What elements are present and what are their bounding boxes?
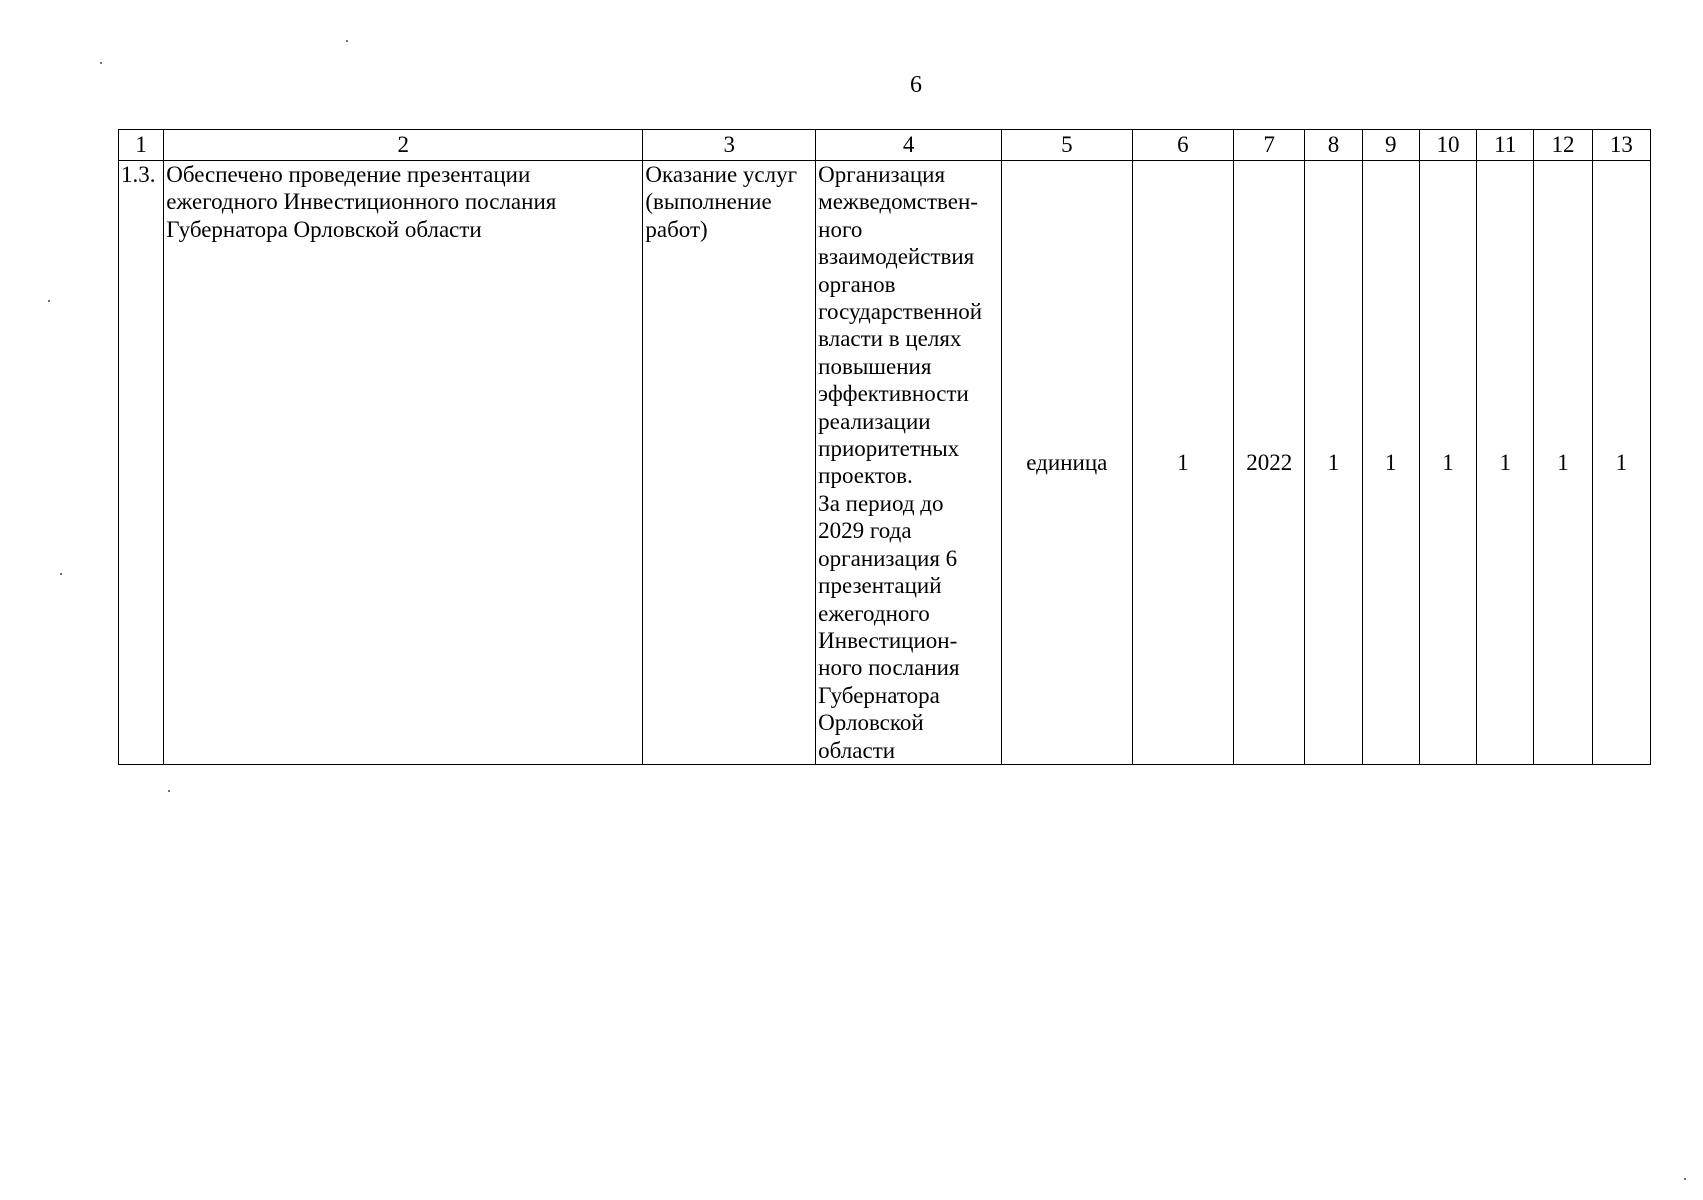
characteristic-line: За период до xyxy=(818,490,944,516)
characteristic-line: взаимодействия xyxy=(818,244,975,270)
base-value-cell: 1 xyxy=(1132,161,1233,765)
page-number: 6 xyxy=(910,72,922,98)
characteristic-cell xyxy=(816,161,1002,765)
header-cell: 1 xyxy=(119,130,164,161)
header-cell: 9 xyxy=(1362,130,1419,161)
scan-speck xyxy=(1684,1178,1686,1180)
value-cell-8: 1 xyxy=(1305,161,1362,765)
characteristic-line: Инвестицион- xyxy=(818,627,958,653)
header-cell: 2 xyxy=(164,130,643,161)
characteristic-line: государственной xyxy=(818,299,983,325)
characteristic-line: Организация xyxy=(818,162,946,187)
characteristic-line: Орловской xyxy=(818,710,924,736)
header-cell: 8 xyxy=(1305,130,1362,161)
characteristic-line: ежегодного xyxy=(818,600,930,626)
header-cell: 5 xyxy=(1002,130,1133,161)
header-cell: 4 xyxy=(816,130,1002,161)
row-number: 1.3. xyxy=(119,161,164,765)
characteristic-line: приоритетных xyxy=(818,436,960,462)
header-cell: 3 xyxy=(643,130,816,161)
characteristic-line: ного xyxy=(818,216,863,242)
characteristic-line: Губернатора xyxy=(818,682,940,708)
header-row xyxy=(119,130,1651,161)
header-cell: 12 xyxy=(1534,130,1592,161)
characteristic-line: органов xyxy=(818,271,896,297)
characteristic-line: реализации xyxy=(818,408,931,434)
scan-speck xyxy=(168,790,170,792)
value-cell-11: 1 xyxy=(1477,161,1534,765)
header-cell: 13 xyxy=(1592,130,1650,161)
header-cell: 6 xyxy=(1132,130,1233,161)
result-cell: Обеспечено проведение презентации ежегодного Инвестиционного послания Губернатора Орловской области xyxy=(164,161,643,765)
header-cell: 11 xyxy=(1477,130,1534,161)
characteristic-line: организация 6 xyxy=(818,545,958,571)
base-year-cell: 2022 xyxy=(1234,161,1305,765)
type-cell: Оказание услуг (выполнение работ) xyxy=(643,161,816,765)
unit-cell: единица xyxy=(1002,161,1133,765)
characteristic-line: 2029 года xyxy=(818,518,912,544)
characteristic-line: ного послания xyxy=(818,655,960,681)
characteristic-line: власти в целях xyxy=(818,326,962,352)
header-cell: 10 xyxy=(1419,130,1476,161)
scan-speck xyxy=(48,300,50,302)
value-cell-13: 1 xyxy=(1592,161,1650,765)
characteristic-line: презентаций xyxy=(818,573,942,599)
scan-speck xyxy=(100,62,102,64)
characteristic-line: проектов. xyxy=(818,463,913,489)
indicators-table xyxy=(118,129,1651,765)
characteristic-line: области xyxy=(818,737,896,763)
header-cell: 7 xyxy=(1234,130,1305,161)
characteristic-line: эффективности xyxy=(818,381,969,407)
characteristic-line: повышения xyxy=(818,353,932,379)
scan-speck xyxy=(60,573,62,575)
value-cell-12: 1 xyxy=(1534,161,1592,765)
value-cell-10: 1 xyxy=(1419,161,1476,765)
value-cell-9: 1 xyxy=(1362,161,1419,765)
scan-speck xyxy=(346,40,348,42)
characteristic-line: межведомствен- xyxy=(818,189,978,215)
table-row xyxy=(119,161,1651,765)
